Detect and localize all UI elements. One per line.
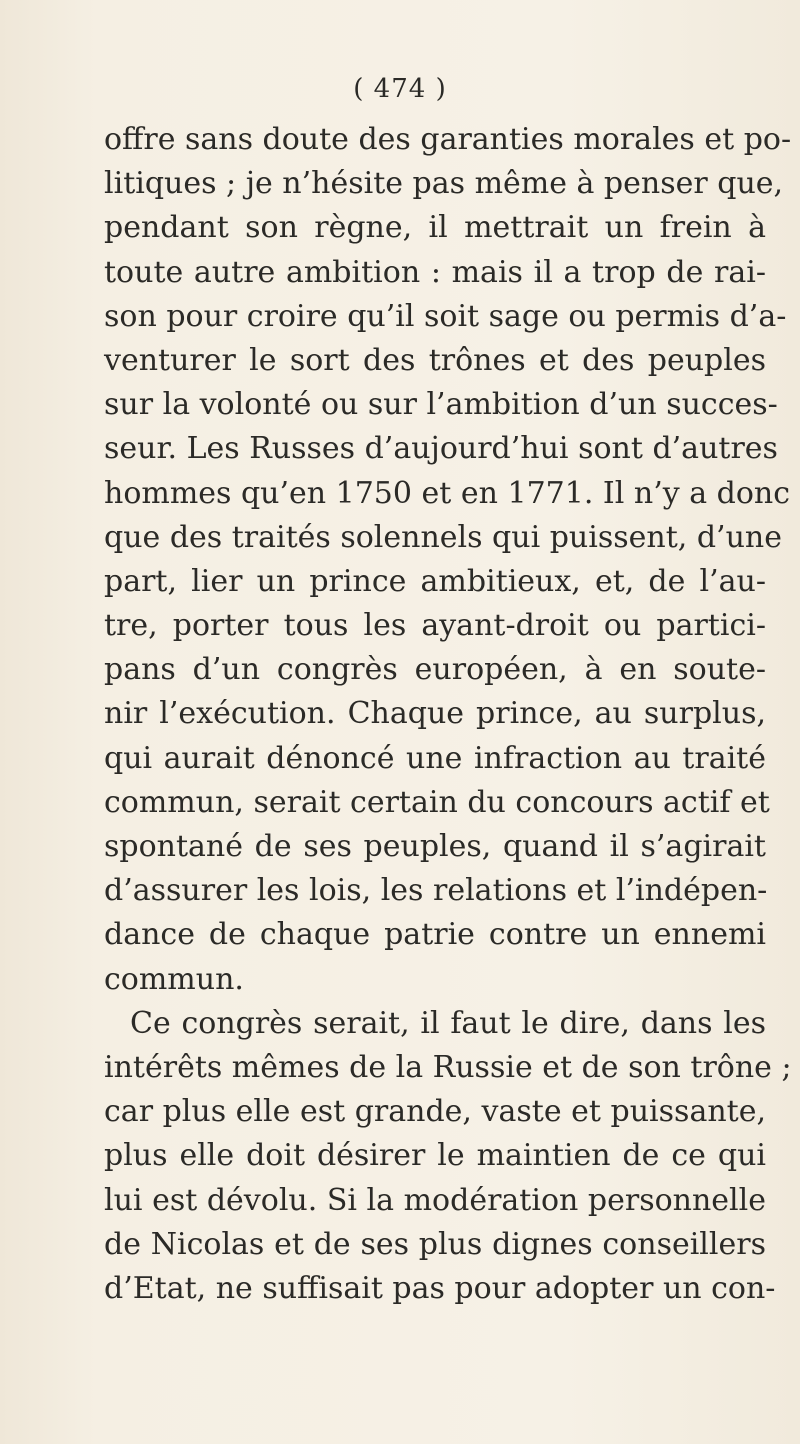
- text-line: venturer le sort des trônes et des peuples: [104, 342, 766, 378]
- text-line: hommes qu’en 1750 et en 1771. Il n’y a donc: [104, 475, 791, 511]
- text-line: que des traités solennels qui puissent, d’une: [104, 519, 782, 555]
- text-line: part, lier un prince ambitieux, et, de l’au-: [104, 563, 766, 599]
- text-line: commun, serait certain du concours actif et: [104, 784, 770, 820]
- text-line: pans d’un congrès européen, à en soute-: [104, 652, 766, 688]
- text-line: toute autre ambition : mais il a trop de rai-: [104, 254, 766, 290]
- page-number: ( 474 ): [353, 74, 447, 104]
- text-line-paragraph-start: Ce congrès serait, il faut le dire, dans les: [130, 1005, 766, 1041]
- text-line: seur. Les Russes d’aujourd’hui sont d’autres: [104, 431, 778, 467]
- text-line: tre, porter tous les ayant-droit ou partici-: [104, 608, 766, 644]
- text-line: nir l’exécution. Chaque prince, au surplus,: [104, 696, 766, 732]
- text-line: litiques ; je n’hésite pas même à penser que,: [104, 166, 784, 202]
- text-line-paragraph-end: commun.: [104, 961, 244, 997]
- text-line: intérêts mêmes de la Russie et de son trône ;: [104, 1049, 792, 1085]
- body-text: [104, 118, 792, 1311]
- text-line: d’Etat, ne suffisait pas pour adopter un con-: [104, 1270, 776, 1306]
- text-line: sur la volonté ou sur l’ambition d’un succes-: [104, 387, 778, 423]
- text-line: lui est dévolu. Si la modération personnelle: [104, 1182, 766, 1218]
- text-line: de Nicolas et de ses plus dignes conseillers: [104, 1226, 766, 1262]
- text-line: offre sans doute des garanties morales et po-: [104, 122, 792, 157]
- text-line: son pour croire qu’il soit sage ou permis d’a-: [104, 298, 787, 334]
- text-line: qui aurait dénoncé une infraction au traité: [104, 740, 766, 776]
- text-line: dance de chaque patrie contre un ennemi: [104, 917, 766, 953]
- text-line: d’assurer les lois, les relations et l’indépen-: [104, 873, 768, 909]
- text-line: car plus elle est grande, vaste et puissante,: [104, 1094, 766, 1130]
- text-line: spontané de ses peuples, quand il s’agirait: [104, 829, 766, 864]
- text-line: plus elle doit désirer le maintien de ce qui: [104, 1138, 766, 1174]
- text-line: pendant son règne, il mettrait un frein à: [104, 210, 766, 246]
